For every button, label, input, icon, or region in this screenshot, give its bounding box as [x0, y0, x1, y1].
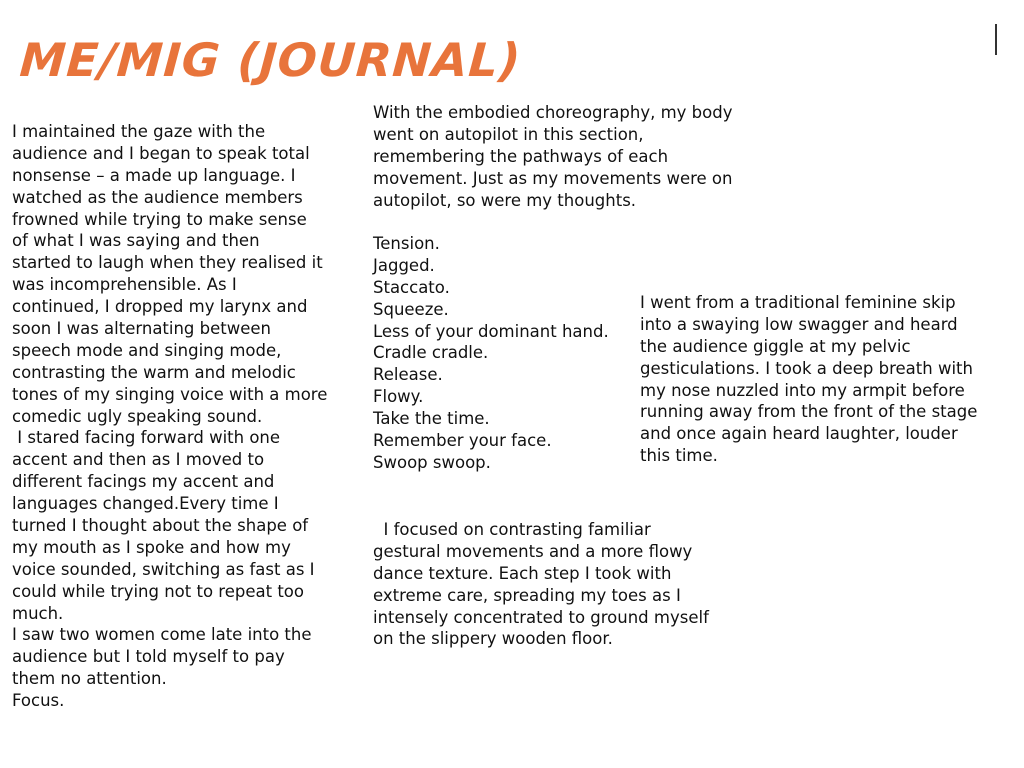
text-line: Cradle cradle.: [373, 343, 489, 363]
text-line: much.: [12, 603, 64, 623]
text-line: I maintained the gaze with the: [12, 122, 266, 141]
text-line: dance texture. Each step I took with: [373, 563, 672, 583]
text-line: was incomprehensible. As I: [12, 275, 237, 295]
page-title: ME/MIG (JOURNAL): [18, 33, 524, 87]
text-line: Tension.: [373, 234, 440, 253]
text-line: the audience giggle at my pelvic: [640, 336, 911, 356]
text-line: different facings my accent and: [12, 472, 275, 492]
text-line: this time.: [640, 446, 718, 466]
text-line: I saw two women come late into the: [12, 625, 312, 645]
text-line: voice sounded, switching as fast as I: [12, 559, 315, 579]
text-line: I stared facing forward with one: [12, 428, 281, 448]
text-line: Staccato.: [373, 277, 450, 297]
text-line: tones of my singing voice with a more: [12, 384, 328, 404]
text-line: watched as the audience members: [12, 187, 303, 207]
text-line: Jagged.: [373, 255, 435, 275]
text-line: them no attention.: [12, 669, 167, 689]
text-line: Less of your dominant hand.: [373, 321, 609, 341]
text-line: and once again heard laughter, louder: [640, 424, 958, 444]
text-line: I focused on contrasting familiar: [373, 520, 651, 539]
text-line: on the slippery wooden floor.: [373, 629, 613, 649]
text-line: audience but I told myself to pay: [12, 647, 285, 667]
text-line: my nose nuzzled into my armpit before: [640, 380, 965, 400]
text-line: contrasting the warm and melodic: [12, 362, 296, 382]
text-line: With the embodied choreography, my body: [373, 103, 733, 122]
text-line: gesticulations. I took a deep breath with: [640, 358, 973, 378]
text-line: Swoop swoop.: [373, 452, 491, 472]
text-line: nonsense – a made up language. I: [12, 165, 296, 185]
journal-entry-right: [640, 292, 977, 467]
text-line: accent and then as I moved to: [12, 450, 265, 470]
text-line: audience and I began to speak total: [12, 143, 310, 163]
text-line: intensely concentrated to ground myself: [373, 607, 709, 627]
text-line: gestural movements and a more flowy: [373, 541, 693, 561]
journal-entry-left: [12, 121, 327, 712]
text-line: my mouth as I spoke and how my: [12, 537, 291, 557]
text-line: continued, I dropped my larynx and: [12, 297, 308, 317]
text-line: into a swaying low swagger and heard: [640, 314, 958, 334]
journal-entry-choreography: [373, 102, 733, 211]
text-line: went on autopilot in this section,: [373, 124, 644, 144]
text-line: Take the time.: [373, 409, 490, 429]
text-line: running away from the front of the stage: [640, 402, 978, 422]
text-line: I went from a traditional feminine skip: [640, 293, 956, 312]
text-line: frowned while trying to make sense: [12, 209, 307, 229]
text-line: languages changed.Every time I: [12, 494, 279, 514]
text-line: started to laugh when they realised it: [12, 253, 323, 273]
text-line: turned I thought about the shape of: [12, 516, 309, 536]
text-line: of what I was saying and then: [12, 231, 260, 251]
text-line: extreme care, spreading my toes as I: [373, 585, 681, 605]
text-line: Remember your face.: [373, 431, 552, 451]
text-line: comedic ugly speaking sound.: [12, 406, 263, 426]
text-line: Release.: [373, 365, 443, 385]
text-line: Squeeze.: [373, 299, 449, 319]
text-line: autopilot, so were my thoughts.: [373, 190, 637, 210]
text-line: soon I was alternating between: [12, 319, 272, 339]
text-line: movement. Just as my movements were on: [373, 168, 733, 188]
text-cursor: [995, 24, 997, 55]
text-line: Focus.: [12, 691, 65, 711]
journal-entry-bottom: [373, 519, 709, 650]
text-line: speech mode and singing mode,: [12, 340, 282, 360]
text-line: could while trying not to repeat too: [12, 581, 304, 601]
text-line: Flowy.: [373, 387, 424, 407]
word-list: [373, 233, 609, 474]
text-line: remembering the pathways of each: [373, 146, 669, 166]
